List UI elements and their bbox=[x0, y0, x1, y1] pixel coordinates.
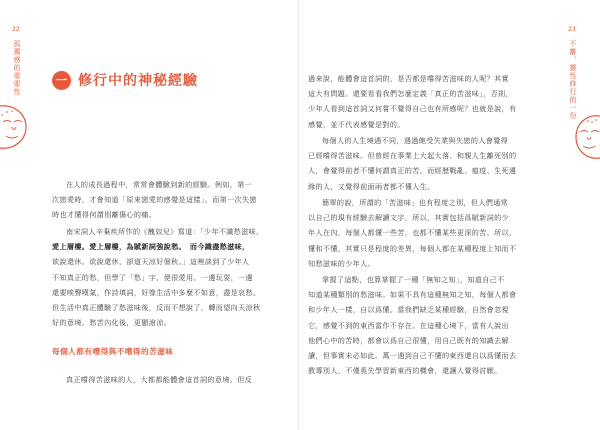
left-running-head: 孤獨感的重要性 bbox=[13, 40, 21, 96]
text-line: 以自己的現有經驗去解讀文字，所以，其實包括爲賦新詞的少 bbox=[308, 213, 509, 223]
section-subheading: 每個人都有嚐得與不嚐得的苦滋味 bbox=[52, 347, 174, 356]
text-line: 知道某種類別的愁滋味。如果不具有這種無知之知，每個人都會 bbox=[308, 290, 517, 300]
right-running-head: 不離，靈性修行的一份 bbox=[569, 40, 577, 120]
text-line: 懂和不懂，其實只是程度的差異，每個人都在某種程度上知而不 bbox=[308, 243, 517, 253]
chapter-heading bbox=[52, 70, 198, 90]
chapter-title: 修行中的神秘經驗 bbox=[78, 73, 198, 89]
text-line: 真正嚐得苦滋味的人，大都都能體會這首詞的意境。但反 bbox=[66, 375, 253, 384]
text-line: 過來說，能體會這首詞的，是否都是嚐得苦滋味的人呢？其實 bbox=[308, 74, 509, 83]
text-line: 人，會覺得前者不懂何謂真正的苦。而經歷戰亂、瘟疫、生死邊 bbox=[308, 166, 517, 176]
right-paragraph-3 bbox=[308, 195, 554, 271]
text-line: 簡單的說，所謂的「苦滋味」也有程度之別，但人們通常 bbox=[322, 198, 509, 207]
right-page-number: 23 bbox=[568, 26, 576, 33]
text-line: 少年人看到這首詞又何嘗不覺得自己也有所感呢？也就是說，有 bbox=[308, 104, 517, 114]
monk-face-illustration bbox=[0, 100, 28, 154]
text-line: 讀，但事實未必如此。萬一遇到自己不懂的東西還自以爲懂而去 bbox=[308, 351, 517, 361]
left-paragraph-1 bbox=[52, 177, 290, 223]
right-paragraph-2 bbox=[308, 133, 554, 194]
text-line: 南宋詞人辛棄疾所作的《醜奴兒》寫道：「少年不識愁滋味， bbox=[66, 227, 264, 236]
left-paragraph-2 bbox=[52, 224, 290, 330]
text-line: 已經嚐得苦滋味。但曾經在事業上大起大落、和親人生離死別的 bbox=[308, 151, 517, 161]
monk-face-illustration bbox=[574, 112, 600, 162]
text-line: 這大有問題。還要看看我們怎麼定義「真正的苦滋味」，否則， bbox=[308, 89, 513, 99]
right-paragraph-4 bbox=[308, 272, 554, 378]
text-line: 每個人的人生境遇不同，遇過飽受失業與失戀的人會覺得 bbox=[322, 136, 509, 145]
text-line: 緣的人，又覺得前面兩者都不懂人生。 bbox=[308, 181, 435, 191]
text-line: 在人的成長過程中，常常會體驗到新的經驗。例如，第一 bbox=[66, 180, 253, 189]
text-line: 感覺，並不代表感覺是對的。 bbox=[308, 119, 405, 129]
right-paragraph-1 bbox=[308, 71, 554, 132]
text-line: 次戀愛時，才會知道「原來戀愛的感覺是這樣」。而第一次失戀 bbox=[52, 195, 257, 205]
text-line: 和少年人一樣，自以爲懂。當我們缺乏某種經驗，自然會忽視 bbox=[308, 305, 509, 315]
text-line: 時也才懂得何謂別離傷心的痛。 bbox=[52, 210, 157, 220]
text-line: 他們心中的苦時，都會以爲自己很懂，用自己既有的知識去解 bbox=[308, 335, 509, 345]
text-line: 教導別人，不僅喪失學習新東西的機會，還讓人覺得討厭。 bbox=[308, 366, 502, 376]
right-page bbox=[300, 0, 600, 430]
text-line: 年人在內，每個人都懂一些苦，也都不懂某些更深的苦。所以， bbox=[308, 228, 517, 238]
text-line: 掌握了這點，也算掌握了一種「無知之知」，知道自己不 bbox=[322, 275, 505, 284]
text-line: 愛上層樓。愛上層樓，為賦新詞強說愁。 而今識盡愁滋味， bbox=[52, 242, 250, 252]
text-line: 還要唉聲嘆氣，作詩填詞，好像生活中多麼不如意，盡是哀愁。 bbox=[52, 287, 261, 297]
text-line: 但生活中真正體驗了愁滋味後，反而不想說了，轉而望向天涼秋 bbox=[52, 303, 261, 313]
text-line: 欲說還休。欲說還休，卻道天涼好個秋。」這裡談到了少年人 bbox=[52, 257, 250, 267]
left-paragraph-3 bbox=[52, 372, 290, 387]
text-line: 好的意境。愁苦內化後，更顯滄涼。 bbox=[52, 318, 172, 328]
chapter-number-badge: 一 bbox=[52, 71, 71, 90]
left-page-number: 22 bbox=[12, 26, 20, 33]
text-line: 不知真正的愁，但學了「愁」字，便很愛用。一邊玩耍，一邊 bbox=[52, 272, 253, 282]
text-line: 它，感覺不到的東西當作不存在。在這種心境下，當有人說出 bbox=[308, 320, 509, 330]
text-line: 知愁滋味的少年人。 bbox=[308, 258, 375, 268]
